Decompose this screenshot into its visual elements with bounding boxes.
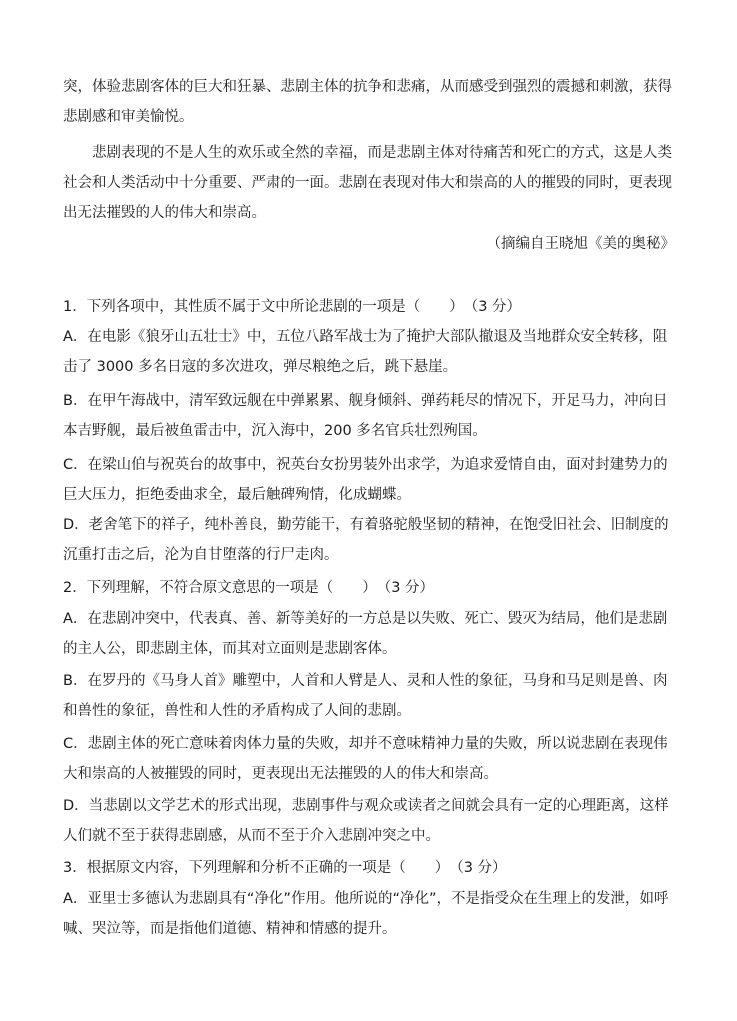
passage-source: （摘编自王晓旭《美的奥秘》: [486, 236, 675, 252]
question-2-stem: 2．下列理解，不符合原文意思的一项是（ ） （3 分）: [63, 580, 435, 596]
passage-paragraph-1: 突，体验悲剧客体的巨大和狂暴、悲剧主体的抗争和悲痛，从而感受到强烈的震撼和刺激，获得悲剧感和审美愉悦。: [63, 79, 672, 125]
question-3-option-a: A．亚里士多德认为悲剧具有“净化”作用。他所说的“净化”，不是指受众在生理上的发泄，如呼喊、哭泣等，而是指他们道德、精神和情感的提升。: [63, 891, 669, 937]
question-2-option-d: D．当悲剧以文学艺术的形式出现，悲剧事件与观众或读者之间就会具有一定的心理距离，这样人们就不至于获得悲剧感，从而不至于介入悲剧冲突之中。: [63, 798, 669, 844]
question-2-option-b: B．在罗丹的《马身人首》雕塑中，人首和人臂是人、灵和人性的象征，马身和马足则是兽、肉和兽性的象征，兽性和人性的矛盾构成了人间的悲剧。: [63, 673, 668, 719]
question-1-option-c: C．在梁山伯与祝英台的故事中，祝英台女扮男装外出求学，为追求爱情自由，面对封建势力的巨大压力，拒绝委曲求全，最后触碑殉情，化成蝴蝶。: [63, 457, 668, 503]
question-1-stem: 1．下列各项中，其性质不属于文中所论悲剧的一项是（ ） （3 分）: [63, 299, 522, 315]
question-1-option-a: A．在电影《狼牙山五壮士》中，五位八路军战士为了掩护大部队撤退及当地群众安全转移，阻击了 3000 多名日寇的多次进攻，弹尽粮绝之后，跳下悬崖。: [63, 329, 668, 375]
passage-paragraph-2: 悲剧表现的不是人生的欢乐或全然的幸福，而是悲剧主体对待痛苦和死亡的方式，这是人类社会和人类活动中十分重要、严肃的一面。悲剧在表现对伟大和崇高的人的摧毁的同时，更表现出无法摧毁的人的伟大和崇高。: [63, 145, 672, 221]
question-1-option-d: D．老舍笔下的祥子，纯朴善良，勤劳能干，有着骆驼般坚韧的精神，在饱受旧社会、旧制度的沉重打击之后，沦为自甘堕落的行尸走肉。: [63, 517, 669, 563]
question-2-option-a: A．在悲剧冲突中，代表真、善、新等美好的一方总是以失败、死亡、毁灭为结局，他们是悲剧的主人公，即悲剧主体，而其对立面则是悲剧客体。: [63, 611, 668, 657]
question-3-stem: 3．根据原文内容，下列理解和分析不正确的一项是（ ） （3 分）: [63, 860, 507, 876]
question-2-option-c: C．悲剧主体的死亡意味着肉体力量的失败，却并不意味精神力量的失败，所以说悲剧在表现伟大和崇高的人被摧毁的同时，更表现出无法摧毁的人的伟大和崇高。: [63, 736, 668, 782]
question-1-option-b: B．在甲午海战中，清军致远舰在中弹累累、舰身倾斜、弹药耗尽的情况下，开足马力，冲向日本吉野舰，最后被鱼雷击中，沉入海中，200 多名官兵壮烈殉国。: [63, 393, 668, 439]
